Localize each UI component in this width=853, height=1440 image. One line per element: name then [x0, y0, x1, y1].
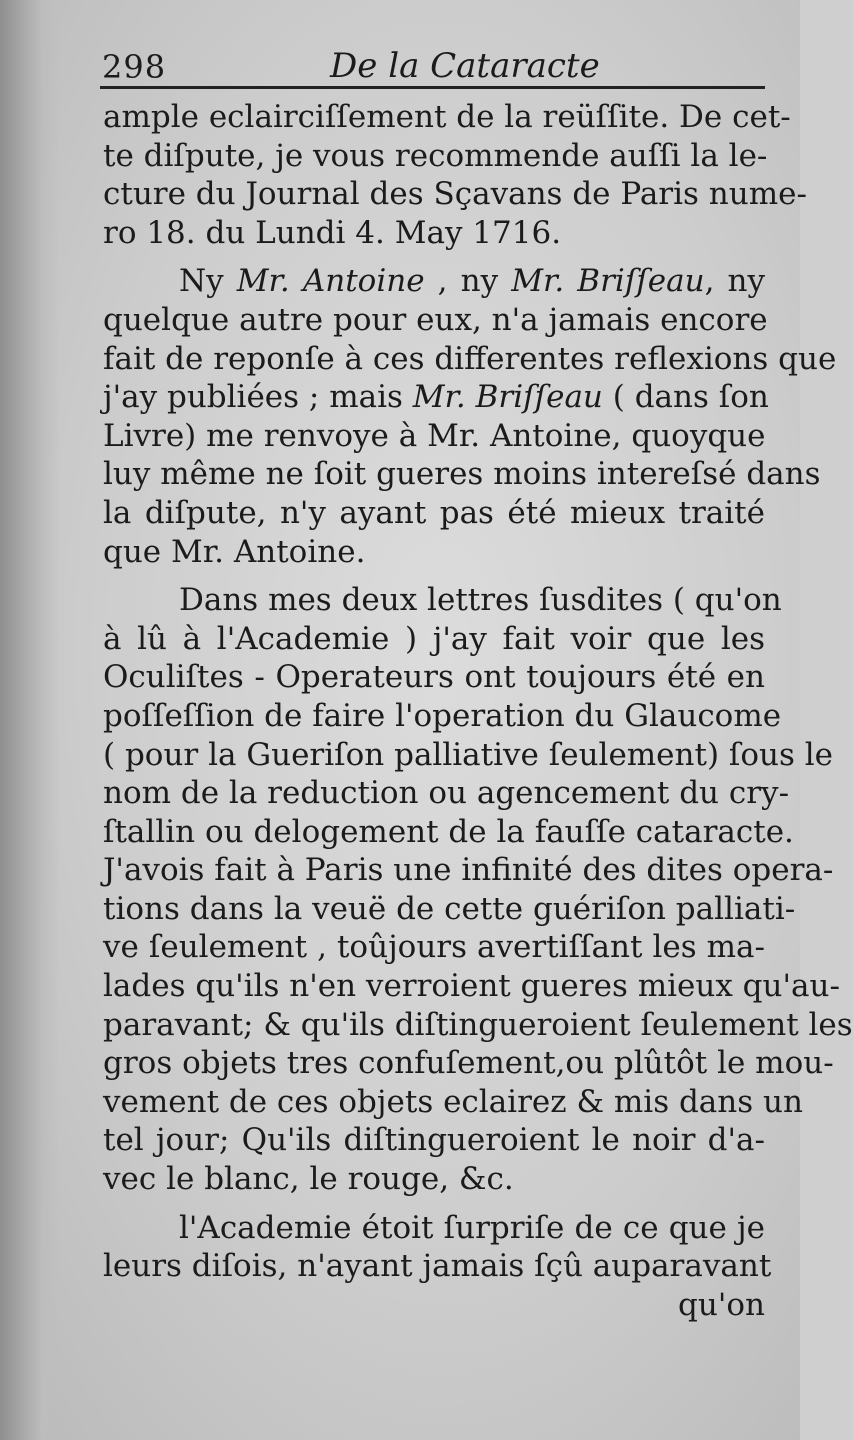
paragraph-2 — [103, 262, 837, 571]
text-line: Dans mes deux lettres ſusdites ( qu'on — [179, 582, 782, 619]
text-line: te diſpute, je vous recommende auſſi la le- — [103, 137, 768, 174]
text-line: vec le blanc, le rouge, &c. — [103, 1161, 514, 1198]
text-line: ample eclairciſſement de la reüſſite. De cet- — [103, 99, 791, 135]
text-run: j'ay publiées ; mais — [103, 379, 413, 416]
text-line — [103, 262, 765, 301]
paragraph-4 — [103, 1209, 772, 1286]
text-line: ro 18. du Lundi 4. May 1716. — [103, 214, 562, 251]
text-line: l'Academie étoit ſurpriſe de ce que je — [179, 1209, 765, 1246]
text-line: tions dans la veuë de cette guériſon palliati- — [103, 890, 796, 927]
page-number: 298 — [102, 48, 167, 86]
text-line: ( pour la Gueriſon palliative ſeulement) ſous le — [103, 736, 834, 773]
paragraph-3 — [103, 581, 853, 1199]
header-rule — [100, 86, 765, 89]
text-line: nom de la reduction ou agencement du cry- — [103, 775, 790, 812]
text-run: , ny — [424, 263, 512, 300]
text-line: tel jour; Qu'ils diſtingueroient le noir d'a- — [103, 1122, 765, 1159]
running-head: De la Cataracte — [330, 46, 600, 86]
text-run: ( dans ſon — [602, 379, 769, 416]
text-line: gros objets tres confuſement,ou plûtôt le mou- — [103, 1045, 834, 1082]
text-line: luy même ne ſoit gueres moins intereſsé dans — [103, 456, 821, 493]
person-name: Mr. Antoine — [236, 263, 425, 300]
text-line: lades qu'ils n'en verroient gueres mieux qu'au- — [103, 968, 840, 1005]
catchword: qu'on — [678, 1286, 765, 1323]
text-line — [103, 378, 769, 417]
person-name: Mr. Briſſeau — [412, 379, 603, 416]
text-line: Livre) me renvoye à Mr. Antoine, quoyque — [103, 417, 766, 454]
page-gutter-shadow — [0, 0, 60, 1440]
text-line: ve ſeulement , toûjours avertiſſant les ma- — [103, 929, 765, 966]
text-line: ſtallin ou delogement de la fauſſe cataracte. — [103, 813, 794, 850]
text-run: Ny — [179, 263, 237, 300]
text-line: quelque autre pour eux, n'a jamais encore — [103, 301, 768, 338]
body-text — [103, 98, 853, 1324]
text-line: J'avois fait à Paris une infinité des dites opera- — [103, 852, 834, 889]
text-line: à lû à l'Academie ) j'ay fait voir que les — [103, 620, 765, 657]
page-header — [100, 48, 765, 88]
person-name: Mr. Briſſeau — [511, 263, 705, 300]
text-run: , ny — [704, 263, 766, 300]
text-line: vement de ces objets eclairez & mis dans un — [103, 1083, 803, 1120]
text-line: la diſpute, n'y ayant pas été mieux traité — [103, 494, 765, 531]
text-line: cture du Journal des Sçavans de Paris nume- — [103, 176, 807, 213]
text-line: fait de reponſe à ces differentes reflexions que — [103, 340, 837, 377]
text-line: Oculiſtes - Operateurs ont toujours été en — [103, 659, 765, 696]
text-line: paravant; & qu'ils diſtingueroient ſeulement les — [103, 1006, 853, 1043]
paragraph-1 — [103, 98, 807, 252]
text-line: que Mr. Antoine. — [103, 533, 366, 570]
text-line: leurs diſois, n'ayant jamais ſçû auparavant — [103, 1248, 772, 1285]
text-line: poſſeſſion de faire l'operation du Glaucome — [103, 697, 782, 734]
